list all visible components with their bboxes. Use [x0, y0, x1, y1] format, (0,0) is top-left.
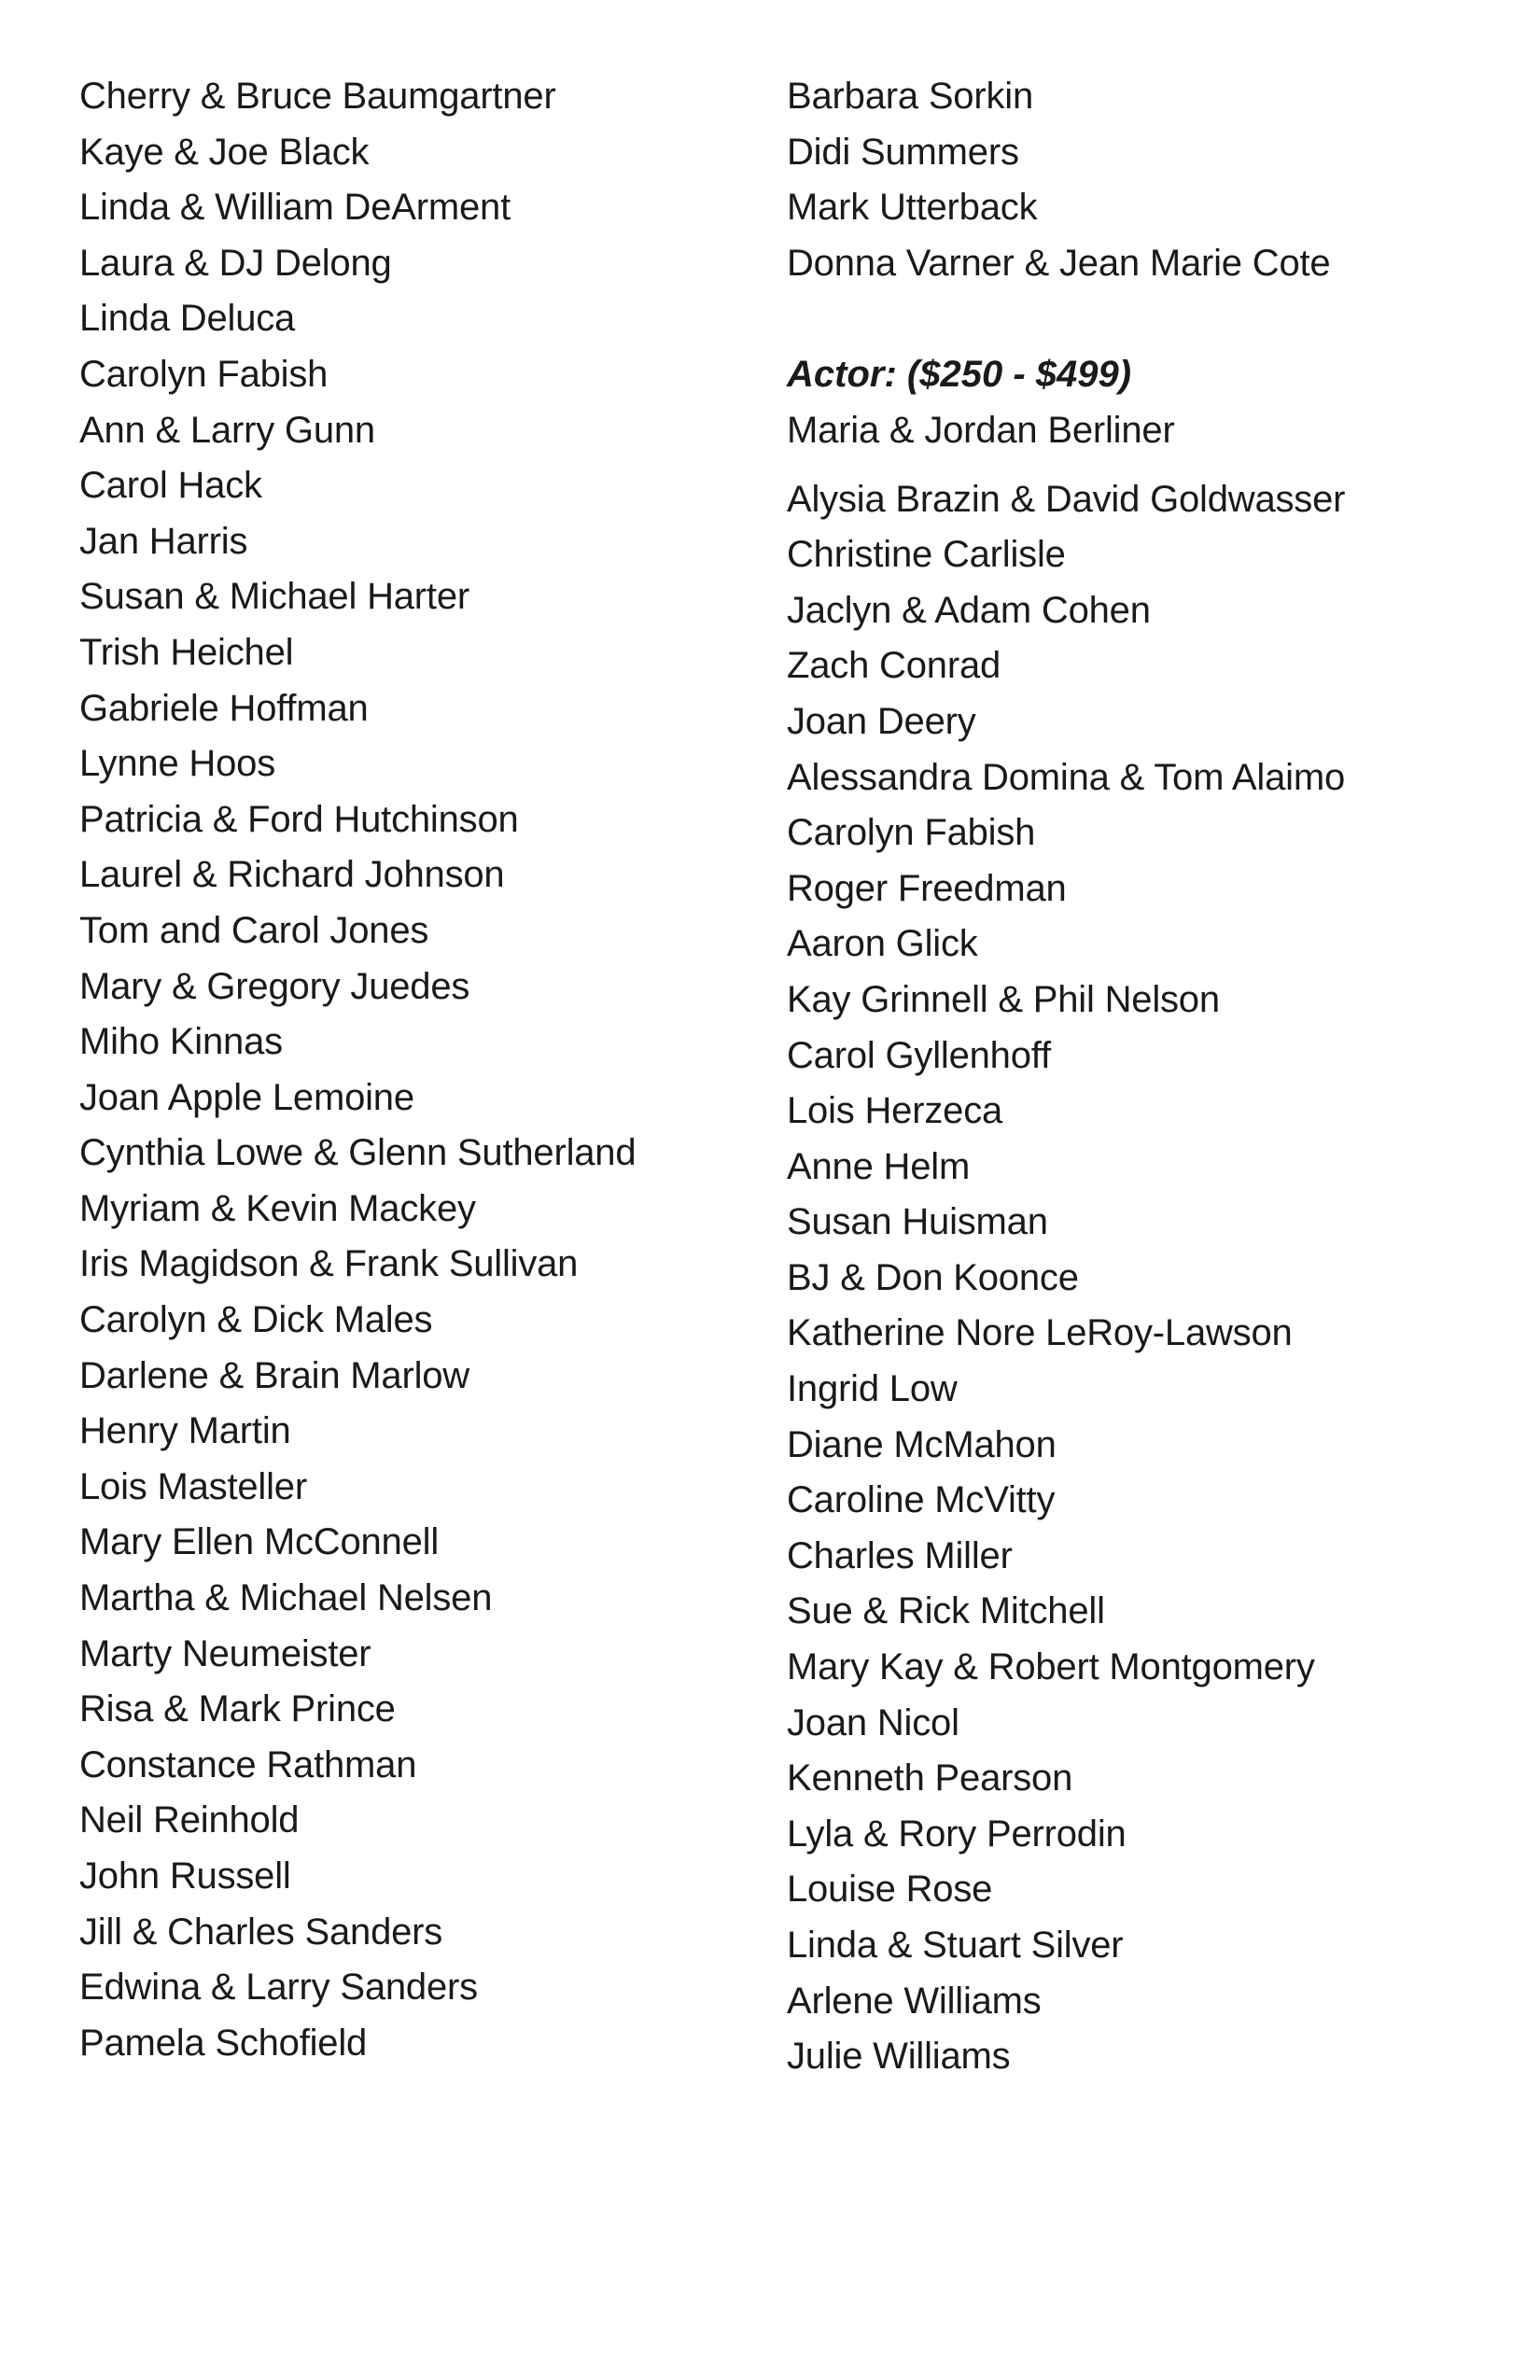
- donor-name: Kenneth Pearson: [787, 1757, 1073, 1799]
- donor-name: Henry Martin: [79, 1410, 291, 1452]
- donor-name: Cynthia Lowe & Glenn Sutherland: [79, 1132, 637, 1174]
- donor-name: Diane McMahon: [787, 1423, 1057, 1465]
- donor-name: Jill & Charles Sanders: [79, 1911, 443, 1953]
- donor-name: Carol Hack: [79, 465, 262, 507]
- donor-name: Edwina & Larry Sanders: [79, 1967, 478, 2009]
- donor-name: Kay Grinnell & Phil Nelson: [787, 978, 1220, 1020]
- donor-name: Lynne Hoos: [79, 743, 275, 785]
- actor-section-heading: [787, 347, 1496, 403]
- donor-name: Lois Herzeca: [787, 1090, 1003, 1132]
- donor-name: Zach Conrad: [787, 645, 1001, 687]
- donor-name: Katherine Nore LeRoy-Lawson: [787, 1312, 1293, 1354]
- donor-name: Sue & Rick Mitchell: [787, 1590, 1105, 1632]
- donor-name: Mary Kay & Robert Montgomery: [787, 1646, 1315, 1688]
- donor-name: Risa & Mark Prince: [79, 1688, 396, 1730]
- donor-name: Aaron Glick: [787, 923, 978, 965]
- donor-name: Lois Masteller: [79, 1465, 307, 1507]
- donor-name: Susan & Michael Harter: [79, 576, 470, 618]
- donor-name: Miho Kinnas: [79, 1021, 283, 1063]
- donor-name: Cherry & Bruce Baumgartner: [79, 76, 556, 117]
- donor-name: Linda & Stuart Silver: [787, 1925, 1124, 1966]
- donor-name: Laura & DJ Delong: [79, 242, 392, 284]
- donor-name: Darlene & Brain Marlow: [79, 1354, 469, 1396]
- donor-name: Ingrid Low: [787, 1368, 958, 1410]
- donor-name: Laurel & Richard Johnson: [79, 854, 505, 896]
- actor-section-range: ($250 - $499): [906, 353, 1132, 395]
- donor-list-left: [79, 69, 733, 2071]
- donor-name: Donna Varner & Jean Marie Cote: [787, 242, 1331, 284]
- donor-name: Trish Heichel: [79, 631, 294, 673]
- donor-name: Carol Gyllenhoff: [787, 1034, 1051, 1076]
- donor-name: Linda & William DeArment: [79, 187, 511, 229]
- donor-name: Patricia & Ford Hutchinson: [79, 798, 519, 840]
- donor-name: Roger Freedman: [787, 867, 1067, 909]
- donor-name: Pamela Schofield: [79, 2022, 368, 2064]
- donor-name: Maria & Jordan Berliner: [787, 409, 1175, 451]
- donor-name: Alysia Brazin & David Goldwasser: [787, 478, 1346, 520]
- donor-name: Christine Carlisle: [787, 534, 1066, 576]
- donor-name: Constance Rathman: [79, 1743, 417, 1785]
- donor-name: Julie Williams: [787, 2036, 1011, 2078]
- donor-name: Joan Nicol: [787, 1701, 959, 1743]
- donor-name: Mary Ellen McConnell: [79, 1521, 440, 1563]
- donor-name: Carolyn Fabish: [79, 353, 329, 395]
- donor-name: Iris Magidson & Frank Sullivan: [79, 1243, 579, 1285]
- donor-name: Arlene Williams: [787, 1980, 1042, 2022]
- donor-name: Linda Deluca: [79, 298, 296, 340]
- donor-name: Neil Reinhold: [79, 1799, 300, 1841]
- section-gap: [787, 291, 1496, 347]
- donor-name: Mark Utterback: [787, 187, 1038, 229]
- donor-name: Joan Apple Lemoine: [79, 1076, 414, 1118]
- donor-name: Carolyn & Dick Males: [79, 1299, 433, 1341]
- donor-name: Kaye & Joe Black: [79, 131, 370, 173]
- donor-name: Alessandra Domina & Tom Alaimo: [787, 756, 1345, 798]
- donor-name: Jan Harris: [79, 520, 248, 562]
- donor-name: Carolyn Fabish: [787, 812, 1036, 854]
- donor-name: Susan Huisman: [787, 1201, 1048, 1243]
- donor-list-right: [787, 69, 1496, 2085]
- donor-name: Mary & Gregory Juedes: [79, 965, 470, 1007]
- donor-name: John Russell: [79, 1855, 291, 1897]
- donor-name: Caroline McVitty: [787, 1479, 1056, 1521]
- donor-name: Joan Deery: [787, 700, 976, 742]
- actor-section-title: Actor:: [787, 353, 897, 395]
- donor-name: Didi Summers: [787, 131, 1019, 173]
- donor-name: Ann & Larry Gunn: [79, 409, 375, 451]
- donor-name: Marty Neumeister: [79, 1632, 371, 1674]
- donor-name: Barbara Sorkin: [787, 76, 1033, 117]
- donor-name: Lyla & Rory Perrodin: [787, 1813, 1127, 1855]
- donor-name: Myriam & Kevin Mackey: [79, 1187, 476, 1229]
- donor-name: Gabriele Hoffman: [79, 687, 369, 729]
- donor-name: Jaclyn & Adam Cohen: [787, 589, 1151, 631]
- donor-name: Tom and Carol Jones: [79, 909, 429, 951]
- donor-name: Louise Rose: [787, 1869, 993, 1911]
- donor-name: BJ & Don Koonce: [787, 1256, 1079, 1298]
- donor-name: Martha & Michael Nelsen: [79, 1577, 493, 1619]
- donor-name: Anne Helm: [787, 1145, 971, 1187]
- donor-name: Charles Miller: [787, 1534, 1013, 1576]
